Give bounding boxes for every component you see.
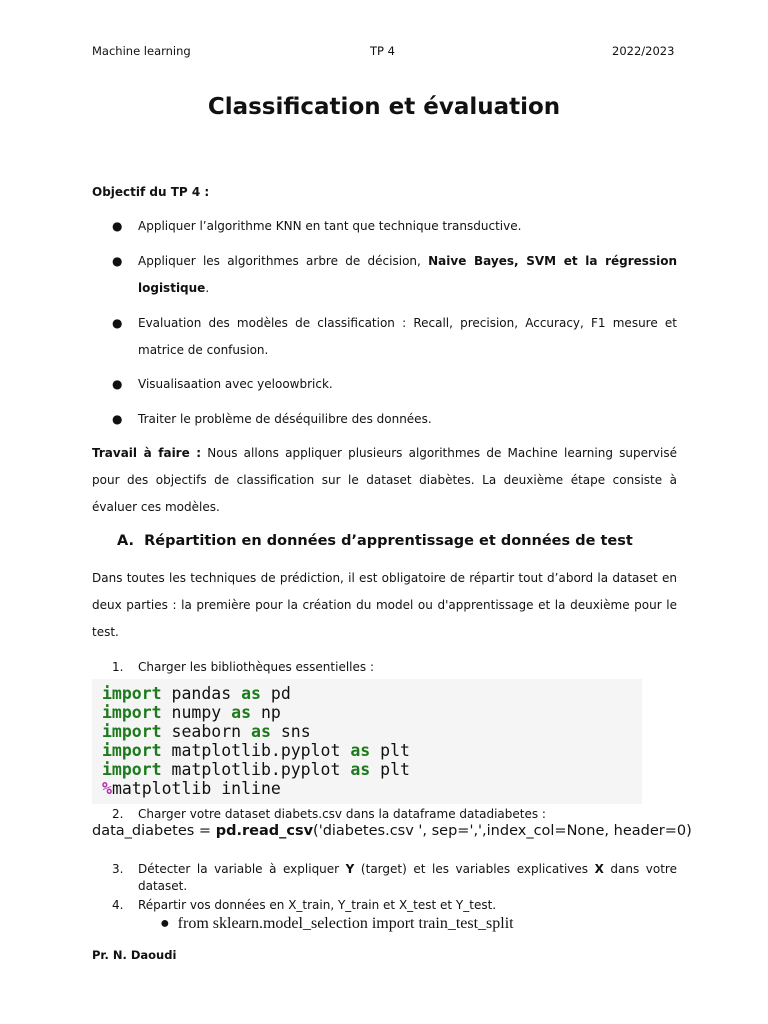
footer-author: Pr. N. Daoudi <box>92 948 177 962</box>
code-line: import numpy as np <box>102 703 281 722</box>
code-line: import matplotlib.pyplot as plt <box>102 760 410 779</box>
section-a-heading: A. Répartition en données d’apprentissage et données de test <box>117 533 633 549</box>
read-csv-line: data_diabetes = pd.read_csv('diabetes.csv ', sep=',',index_col=None, header=0) <box>92 823 692 839</box>
code-line: import matplotlib.pyplot as plt <box>102 741 410 760</box>
header-year: 2022/2023 <box>612 44 675 58</box>
bullet-dot-icon: ● <box>112 316 123 330</box>
code-block <box>92 679 642 804</box>
bullet-dot-icon: ● <box>112 219 123 233</box>
header-tp: TP 4 <box>370 44 395 58</box>
travail-paragraph: Travail à faire : Nous allons appliquer plusieurs algorithmes de Machine learning supervisé pour des objectifs de classification sur le dataset diabètes. La deuxième étape consiste à évaluer ces modèles. <box>92 446 678 514</box>
code-line: import pandas as pd <box>102 684 291 703</box>
header-course: Machine learning <box>92 44 191 58</box>
bullet-text: Visualisaation avec yeloowbrick. <box>138 377 333 391</box>
bullet-text: Appliquer l’algorithme KNN en tant que technique transductive. <box>138 219 522 233</box>
code-line: %matplotlib inline <box>102 779 281 798</box>
bullet-dot-icon: ● <box>112 254 123 268</box>
bullet-text: Evaluation des modèles de classification : Recall, precision, Accuracy, F1 mesure et matrice de confusion. <box>138 316 677 357</box>
bullet-dot-icon: ● <box>112 377 123 391</box>
bullet-text: Appliquer les algorithmes arbre de décision, Naive Bayes, SVM et la régression logistique. <box>138 254 677 295</box>
objectif-heading: Objectif du TP 4 : <box>92 185 210 199</box>
sklearn-import-item: ● from sklearn.model_selection import train_test_split <box>160 915 514 932</box>
code-line: import seaborn as sns <box>102 722 311 741</box>
bullet-dot-icon: ● <box>160 915 170 932</box>
bullet-dot-icon: ● <box>112 412 123 426</box>
page-title: Classification et évaluation <box>207 94 561 120</box>
bullet-text: Traiter le problème de déséquilibre des données. <box>138 412 432 426</box>
intro-paragraph: Dans toutes les techniques de prédiction, il est obligatoire de répartir tout d’abord la dataset en deux parties : la première pour la création du model ou d'apprentissage et la deuxième pour le test. <box>92 571 677 639</box>
